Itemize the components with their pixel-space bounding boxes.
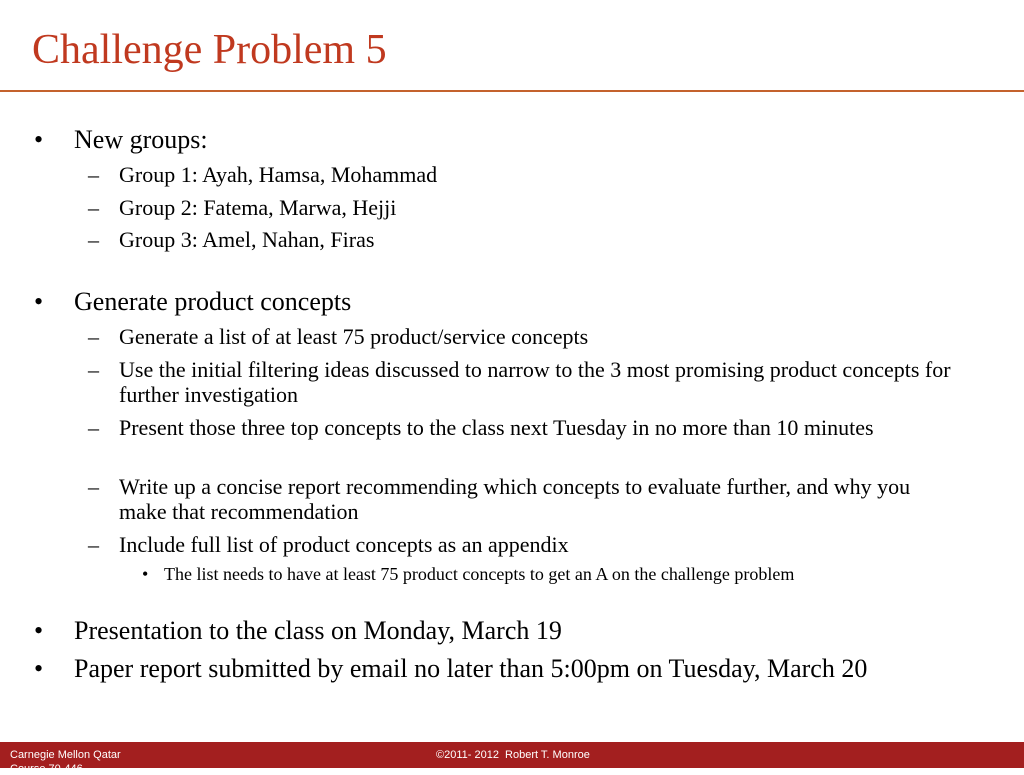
bullet-text: Generate product concepts xyxy=(74,287,352,316)
dash-icon: – xyxy=(88,324,99,349)
footer-bar xyxy=(0,742,1024,775)
bullet-icon: • xyxy=(34,125,44,154)
sub-item-group-1 xyxy=(88,162,968,187)
sub-item-text: Include full list of product concepts as an appendix xyxy=(119,532,569,557)
sub-item-text: Use the initial filtering ideas discussed to narrow to the 3 most promising product concepts for further investigation xyxy=(119,357,951,407)
bullet-presentation xyxy=(34,617,984,645)
bullet-text: Presentation to the class on Monday, March 19 xyxy=(74,616,562,645)
sub-item-text: Group 3: Amel, Nahan, Firas xyxy=(119,227,375,252)
dash-icon: – xyxy=(88,415,99,440)
slide-title: Challenge Problem 5 xyxy=(32,27,387,73)
sub-item-group-2 xyxy=(88,195,968,220)
bullet-icon: • xyxy=(34,616,44,645)
bullet-paper-report xyxy=(34,655,984,683)
footer-course: Course 70-446 xyxy=(10,763,83,775)
sub-item-present xyxy=(88,415,968,440)
footer-copyright: ©2011- 2012 Robert T. Monroe xyxy=(436,749,590,761)
dash-icon: – xyxy=(88,532,99,557)
dash-icon: – xyxy=(88,162,99,187)
sub-item-text: Group 1: Ayah, Hamsa, Mohammad xyxy=(119,162,438,187)
dash-icon: – xyxy=(88,227,99,252)
sub-sub-item-75-concepts xyxy=(142,563,1002,585)
sub-item-appendix xyxy=(88,532,968,557)
sub-item-report xyxy=(88,474,968,524)
title-divider xyxy=(0,90,1024,92)
bullet-generate-concepts xyxy=(34,288,984,316)
sub-item-text: Write up a concise report recommending which concepts to evaluate further, and why you make that recommendation xyxy=(119,474,911,524)
dash-icon: – xyxy=(88,357,99,382)
sub-sub-item-text: The list needs to have at least 75 product concepts to get an A on the challenge problem xyxy=(164,564,795,584)
bullet-icon: • xyxy=(142,564,149,584)
bullet-icon: • xyxy=(34,654,44,683)
dash-icon: – xyxy=(88,195,99,220)
sub-item-text: Generate a list of at least 75 product/service concepts xyxy=(119,324,589,349)
bullet-new-groups xyxy=(34,126,984,154)
bullet-text: New groups: xyxy=(74,125,208,154)
dash-icon: – xyxy=(88,474,99,499)
bullet-icon: • xyxy=(34,287,44,316)
sub-item-text: Group 2: Fatema, Marwa, Hejji xyxy=(119,195,397,220)
sub-item-generate-list xyxy=(88,324,968,349)
sub-item-group-3 xyxy=(88,227,968,252)
footer-institution: Carnegie Mellon Qatar xyxy=(10,749,121,761)
sub-item-text: Present those three top concepts to the class next Tuesday in no more than 10 minutes xyxy=(119,415,874,440)
sub-item-filtering xyxy=(88,357,968,407)
bullet-text: Paper report submitted by email no later than 5:00pm on Tuesday, March 20 xyxy=(74,654,868,683)
